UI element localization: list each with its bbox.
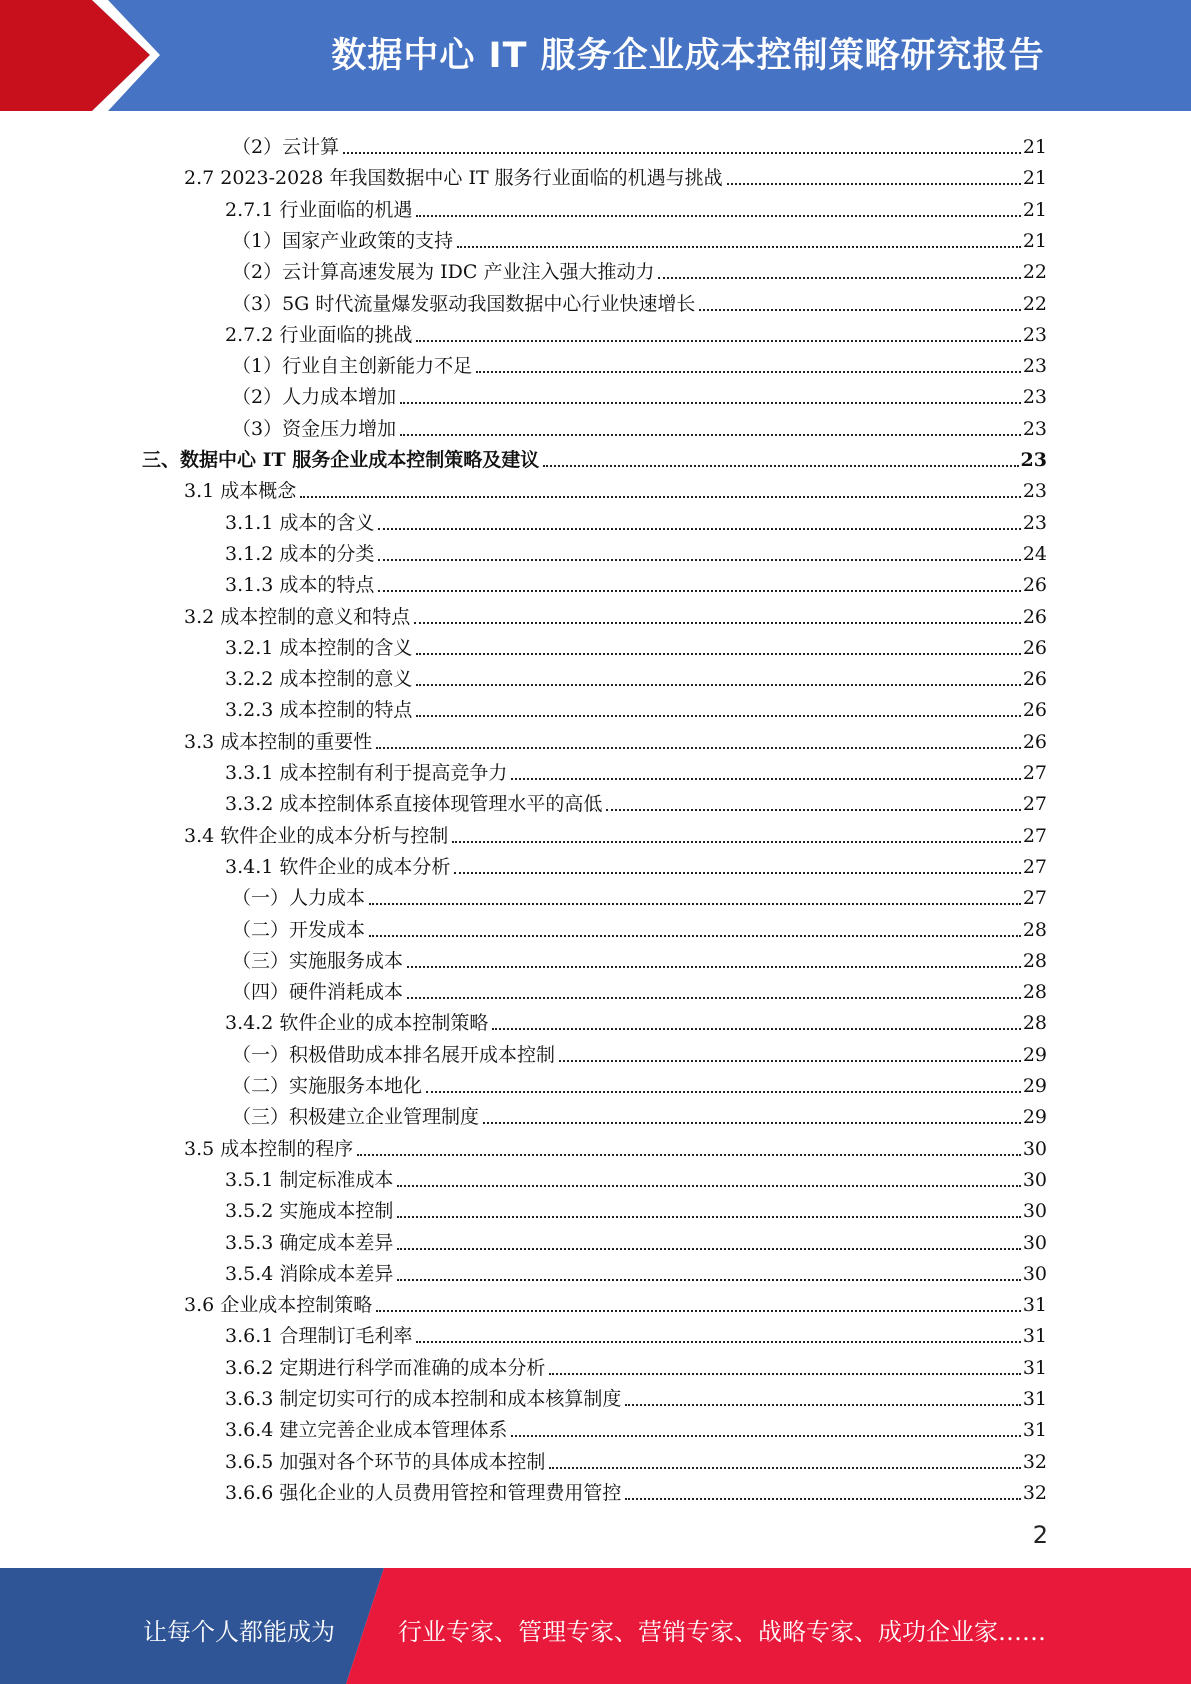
toc-dot-leader (511, 1433, 1020, 1437)
toc-dot-leader (457, 244, 1021, 248)
toc-entry[interactable] (232, 1098, 1047, 1129)
toc-entry-title: 三、数据中心 IT 服务企业成本控制策略及建议 (142, 449, 540, 471)
toc-entry-page: 29 (1022, 1075, 1047, 1097)
toc-entry[interactable] (225, 1004, 1047, 1035)
toc-entry-page: 23 (1020, 449, 1047, 471)
toc-entry[interactable] (232, 879, 1047, 910)
toc-entry-title: 3.2.3 成本控制的特点 (225, 699, 413, 722)
toc-dot-leader (357, 1152, 1021, 1156)
toc-entry-page: 26 (1022, 730, 1047, 753)
toc-entry[interactable] (225, 1192, 1047, 1223)
toc-entry-page: 23 (1022, 480, 1047, 503)
toc-entry-title: 3.5.1 制定标准成本 (225, 1168, 394, 1191)
toc-entry[interactable] (184, 723, 1047, 754)
toc-entry-title: 3.2.1 成本控制的含义 (225, 636, 413, 659)
toc-entry[interactable] (225, 1224, 1047, 1255)
toc-dot-leader (378, 526, 1020, 530)
toc-entry[interactable] (184, 159, 1047, 190)
toc-entry-page: 28 (1022, 981, 1047, 1004)
toc-entry[interactable] (232, 410, 1047, 441)
toc-entry-page: 29 (1022, 1043, 1047, 1066)
toc-dot-leader (452, 839, 1021, 843)
toc-entry-title: 3.2.2 成本控制的意义 (225, 668, 413, 691)
toc-entry[interactable] (225, 660, 1047, 691)
toc-dot-leader (369, 901, 1021, 905)
toc-entry-page: 27 (1022, 855, 1047, 878)
toc-entry[interactable] (225, 1161, 1047, 1192)
toc-entry[interactable] (184, 817, 1047, 848)
toc-dot-leader (511, 776, 1020, 780)
toc-dot-leader (658, 275, 1020, 279)
toc-entry-page: 27 (1022, 824, 1047, 847)
toc-entry-page: 21 (1022, 198, 1047, 221)
toc-entry-title: （1）行业自主创新能力不足 (232, 355, 473, 378)
toc-entry[interactable] (225, 535, 1047, 566)
toc-entry-page: 27 (1022, 762, 1047, 784)
toc-entry-page: 31 (1022, 1356, 1047, 1379)
toc-entry[interactable] (225, 848, 1047, 879)
toc-dot-leader (416, 338, 1020, 342)
toc-dot-leader (300, 494, 1021, 498)
toc-entry[interactable] (225, 1255, 1047, 1286)
toc-entry[interactable] (225, 785, 1047, 816)
toc-entry[interactable] (232, 378, 1047, 409)
toc-entry[interactable] (225, 191, 1047, 222)
toc-dot-leader (559, 1058, 1021, 1062)
toc-entry-title: 3.6.2 定期进行科学而准确的成本分析 (225, 1356, 546, 1379)
footer-slogan-left: 让每个人都能成为 (143, 1618, 335, 1646)
toc-dot-leader (400, 432, 1021, 436)
toc-entry[interactable] (232, 973, 1047, 1004)
toc-entry-title: （3）5G 时代流量爆发驱动我国数据中心行业快速增长 (232, 292, 696, 315)
toc-entry-title: 3.1.1 成本的含义 (225, 511, 375, 534)
toc-entry-title: 3.3 成本控制的重要性 (184, 730, 373, 753)
toc-entry-title: 3.3.1 成本控制有利于提高竞争力 (225, 762, 508, 784)
toc-entry[interactable] (232, 285, 1047, 316)
page-number: 2 (1032, 1521, 1048, 1549)
toc-entry[interactable] (225, 629, 1047, 660)
toc-entry-title: （一）人力成本 (232, 887, 366, 910)
toc-entry-title: 3.6.5 加强对各个环节的具体成本控制 (225, 1450, 546, 1473)
toc-dot-leader (416, 1339, 1020, 1343)
toc-entry-page: 30 (1022, 1262, 1047, 1285)
toc-entry-page: 30 (1022, 1137, 1047, 1160)
toc-entry-page: 21 (1022, 167, 1047, 190)
toc-entry-page: 24 (1022, 542, 1047, 565)
toc-entry-title: （三）积极建立企业管理制度 (232, 1106, 480, 1129)
toc-dot-leader (606, 807, 1020, 811)
toc-entry-title: （四）硬件消耗成本 (232, 981, 404, 1004)
toc-entry-page: 32 (1022, 1481, 1047, 1504)
toc-entry-title: 3.6.3 制定切实可行的成本控制和成本核算制度 (225, 1388, 622, 1410)
toc-entry-page: 31 (1022, 1325, 1047, 1348)
toc-entry-page: 22 (1022, 261, 1047, 284)
toc-entry[interactable] (232, 253, 1047, 284)
toc-entry[interactable] (225, 1411, 1047, 1442)
toc-dot-leader (369, 933, 1021, 937)
toc-entry-page: 32 (1022, 1450, 1047, 1473)
toc-dot-leader (397, 1183, 1020, 1187)
toc-entry[interactable] (184, 1130, 1047, 1161)
toc-entry-page: 30 (1022, 1200, 1047, 1223)
toc-dot-leader (549, 1465, 1020, 1469)
toc-entry-title: （三）实施服务成本 (232, 949, 404, 972)
toc-dot-leader (376, 1308, 1021, 1312)
toc-entry-page: 23 (1022, 355, 1047, 378)
toc-entry-title: （3）资金压力增加 (232, 417, 397, 440)
toc-dot-leader (343, 150, 1021, 154)
toc-entry-page: 26 (1022, 574, 1047, 597)
toc-entry-title: 3.6.1 合理制订毛利率 (225, 1325, 413, 1348)
toc-dot-leader (414, 620, 1021, 624)
toc-entry-page: 28 (1022, 1012, 1047, 1035)
toc-dot-leader (492, 1026, 1020, 1030)
toc-entry[interactable] (225, 504, 1047, 535)
toc-entry-title: 3.5.4 消除成本差异 (225, 1262, 394, 1285)
toc-entry-page: 31 (1022, 1294, 1047, 1317)
toc-entry-page: 27 (1022, 793, 1047, 816)
toc-dot-leader (397, 1214, 1020, 1218)
toc-entry[interactable] (232, 128, 1047, 159)
toc-dot-leader (378, 588, 1020, 592)
page-footer (0, 1568, 1191, 1684)
toc-entry-title: 2.7 2023-2028 年我国数据中心 IT 服务行业面临的机遇与挑战 (184, 167, 723, 190)
toc-dot-leader (727, 181, 1021, 185)
toc-entry-page: 23 (1022, 417, 1047, 440)
toc-entry[interactable] (232, 942, 1047, 973)
toc-dot-leader (416, 213, 1020, 217)
page-header (0, 0, 1191, 111)
toc-entry-title: （2）人力成本增加 (232, 386, 397, 409)
toc-entry[interactable] (225, 1349, 1047, 1380)
toc-entry-title: （一）积极借助成本排名展开成本控制 (232, 1043, 556, 1066)
toc-dot-leader (476, 369, 1021, 373)
toc-entry[interactable] (232, 911, 1047, 942)
toc-entry[interactable] (184, 1286, 1047, 1317)
toc-entry-page: 31 (1022, 1419, 1047, 1442)
toc-dot-leader (416, 713, 1020, 717)
toc-entry-title: （2）云计算 (232, 136, 340, 158)
toc-entry[interactable] (142, 441, 1047, 472)
toc-entry-page: 26 (1022, 668, 1047, 691)
toc-entry[interactable] (225, 691, 1047, 722)
toc-dot-leader (454, 870, 1020, 874)
toc-entry-title: 3.6 企业成本控制策略 (184, 1294, 373, 1317)
toc-entry-page: 21 (1022, 229, 1047, 252)
toc-entry-title: 3.4 软件企业的成本分析与控制 (184, 824, 449, 847)
toc-dot-leader (699, 307, 1020, 311)
toc-entry-page: 31 (1022, 1388, 1047, 1410)
toc-entry-page: 23 (1022, 323, 1047, 346)
toc-dot-leader (625, 1402, 1020, 1406)
toc-dot-leader (397, 1246, 1020, 1250)
toc-entry-page: 23 (1022, 511, 1047, 534)
toc-entry[interactable] (232, 1036, 1047, 1067)
toc-dot-leader (378, 557, 1020, 561)
footer-slogan-right: 行业专家、管理专家、营销专家、战略专家、成功企业家…… (398, 1618, 1046, 1646)
toc-dot-leader (397, 1277, 1020, 1281)
toc-entry-page: 30 (1022, 1231, 1047, 1254)
toc-entry[interactable] (225, 566, 1047, 597)
toc-entry-title: 3.6.6 强化企业的人员费用管控和管理费用管控 (225, 1481, 622, 1504)
toc-entry-title: 3.6.4 建立完善企业成本管理体系 (225, 1419, 508, 1442)
toc-entry-title: 3.1.3 成本的特点 (225, 574, 375, 597)
toc-entry-page: 28 (1022, 949, 1047, 972)
toc-entry-title: 3.1.2 成本的分类 (225, 542, 375, 565)
toc-dot-leader (416, 682, 1020, 686)
toc-dot-leader (483, 1120, 1021, 1124)
toc-entry[interactable] (232, 222, 1047, 253)
toc-entry-title: 2.7.2 行业面临的挑战 (225, 323, 413, 346)
toc-entry[interactable] (184, 598, 1047, 629)
toc-entry-page: 28 (1022, 918, 1047, 941)
toc-entry-page: 26 (1022, 605, 1047, 628)
toc-entry-title: 3.4.1 软件企业的成本分析 (225, 855, 451, 878)
toc-entry[interactable] (225, 316, 1047, 347)
toc-entry[interactable] (232, 1067, 1047, 1098)
toc-dot-leader (407, 964, 1021, 968)
toc-entry-title: 3.5.2 实施成本控制 (225, 1200, 394, 1223)
toc-entry[interactable] (225, 1443, 1047, 1474)
toc-dot-leader (376, 745, 1021, 749)
toc-entry-title: 3.3.2 成本控制体系直接体现管理水平的高低 (225, 793, 603, 816)
report-title: 数据中心 IT 服务企业成本控制策略研究报告 (331, 36, 1045, 76)
toc-entry-title: 3.4.2 软件企业的成本控制策略 (225, 1012, 489, 1035)
toc-entry[interactable] (225, 1474, 1047, 1505)
toc-entry-title: 2.7.1 行业面临的机遇 (225, 198, 413, 221)
toc-entry[interactable] (184, 472, 1047, 503)
toc-entry-page: 22 (1022, 292, 1047, 315)
toc-dot-leader (543, 463, 1018, 467)
toc-entry-page: 21 (1022, 136, 1047, 158)
toc-entry-title: （二）开发成本 (232, 918, 366, 941)
toc-dot-leader (426, 1089, 1021, 1093)
toc-entry-page: 26 (1022, 699, 1047, 722)
toc-dot-leader (625, 1496, 1020, 1500)
toc-entry-title: 3.5.3 确定成本差异 (225, 1231, 394, 1254)
toc-entry-title: （二）实施服务本地化 (232, 1075, 423, 1097)
toc-entry-page: 27 (1022, 887, 1047, 910)
toc-entry-title: （1）国家产业政策的支持 (232, 229, 454, 252)
toc-entry[interactable] (225, 1317, 1047, 1348)
toc-entry-title: 3.5 成本控制的程序 (184, 1137, 354, 1160)
toc-dot-leader (400, 400, 1021, 404)
toc-entry-title: （2）云计算高速发展为 IDC 产业注入强大推动力 (232, 261, 655, 284)
toc-dot-leader (416, 651, 1020, 655)
toc-entry-title: 3.1 成本概念 (184, 480, 297, 503)
toc-entry[interactable] (225, 1380, 1047, 1411)
toc-entry-title: 3.2 成本控制的意义和特点 (184, 605, 411, 628)
toc-entry-page: 29 (1022, 1106, 1047, 1129)
toc-entry-page: 26 (1022, 636, 1047, 659)
toc-entry-page: 30 (1022, 1168, 1047, 1191)
toc-dot-leader (549, 1371, 1020, 1375)
toc-dot-leader (407, 995, 1021, 999)
toc-entry[interactable] (225, 754, 1047, 785)
toc-entry[interactable] (232, 347, 1047, 378)
toc-entry-page: 23 (1022, 386, 1047, 409)
